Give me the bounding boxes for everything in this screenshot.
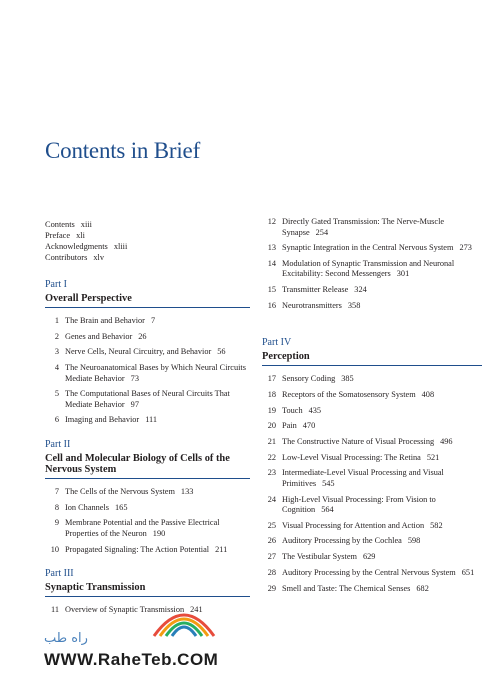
chapter-entry[interactable]: 9 Membrane Potential and the Passive Electrical Properties of the Neuron 190 [54, 518, 220, 538]
part-section [262, 337, 482, 594]
page-title: Contents in Brief [45, 138, 201, 163]
chapter-entry[interactable]: 10 Propagated Signaling: The Action Potential 211 [50, 544, 228, 554]
chapter-entry[interactable]: 26 Auditory Processing by the Cochlea 598 [267, 536, 421, 546]
part-title: Synaptic Transmission [45, 582, 250, 597]
chapter-entry[interactable]: 19 Touch 435 [267, 405, 322, 415]
chapter-entry[interactable]: 12 Directly Gated Transmission: The Nerve-Muscle Synapse 254 [267, 217, 445, 237]
front-matter-item[interactable]: Contributors xlv [45, 253, 105, 262]
chapter-entry[interactable]: 16 Neurotransmitters 358 [267, 300, 361, 310]
part-label: Part III [45, 568, 74, 579]
part-label: Part I [45, 279, 67, 290]
chapter-list [262, 374, 482, 594]
front-matter-item[interactable]: Acknowledgments xliii [45, 242, 128, 251]
chapter-entry[interactable]: 1 The Brain and Behavior 7 [54, 316, 156, 325]
chapter-entry[interactable]: 14 Modulation of Synaptic Transmission and Neuronal Excitability: Second Messengers 301 [267, 258, 455, 279]
chapter-entry[interactable]: 2 Genes and Behavior 26 [54, 331, 147, 341]
front-matter-list [45, 219, 127, 263]
chapter-entry[interactable]: 20 Pain 470 [267, 421, 316, 431]
watermark-persian-text: راه طب [44, 631, 88, 646]
part-title: Cell and Molecular Biology of Cells of the Nervous System [45, 453, 250, 479]
chapter-entry[interactable]: 6 Imaging and Behavior 111 [54, 415, 158, 425]
chapter-entry[interactable]: 28 Auditory Processing by the Central Nervous System 651 [267, 567, 475, 577]
chapter-entry[interactable]: 24 High-Level Visual Processing: From Vision to Cognition 564 [267, 494, 436, 515]
toc-right-column [262, 217, 482, 599]
toc-left-column [45, 279, 250, 621]
chapter-entry[interactable]: 23 Intermediate-Level Visual Processing and Visual Primitives 545 [267, 468, 444, 488]
chapter-entry[interactable]: 27 The Vestibular System 629 [267, 552, 376, 562]
chapter-entry[interactable]: 4 The Neuroanatomical Bases by Which Neural Circuits Mediate Behavior 73 [54, 363, 246, 383]
chapter-entry[interactable]: 15 Transmitter Release 324 [267, 285, 367, 295]
chapter-entry[interactable]: 5 The Computational Bases of Neural Circuits That Mediate Behavior 97 [54, 389, 230, 409]
chapter-entry[interactable]: 22 Low-Level Visual Processing: The Retina 521 [267, 452, 440, 462]
chapter-entry[interactable]: 7 The Cells of the Nervous System 133 [54, 486, 194, 496]
part-label: Part II [45, 438, 71, 450]
chapter-entry[interactable]: 18 Receptors of the Somatosensory System 408 [267, 389, 435, 399]
watermark-url[interactable]: WWW.RaheTeb.COM [44, 650, 219, 669]
chapter-entry[interactable]: 21 The Constructive Nature of Visual Processing 496 [267, 437, 453, 446]
chapter-list [262, 217, 482, 311]
chapter-entry[interactable]: 29 Smell and Taste: The Chemical Senses 682 [267, 583, 429, 593]
part-label: Part IV [262, 337, 292, 349]
chapter-entry[interactable]: 8 Ion Channels 165 [54, 502, 128, 512]
part-title: Overall Perspective [45, 293, 250, 308]
rahe-teb-logo-icon [144, 598, 224, 638]
front-matter-item[interactable]: Preface xli [45, 231, 85, 240]
chapter-list [45, 487, 250, 555]
chapter-entry[interactable]: 3 Nerve Cells, Neural Circuitry, and Behavior 56 [54, 347, 226, 357]
part-title: Perception [262, 351, 482, 366]
chapter-list [45, 316, 250, 426]
chapter-entry[interactable]: 25 Visual Processing for Attention and Action 582 [267, 520, 443, 530]
chapter-entry[interactable]: 13 Synaptic Integration in the Central Nervous System 273 [267, 243, 472, 253]
part-section [45, 439, 250, 555]
front-matter-item[interactable]: Contents xiii [45, 220, 92, 229]
chapter-entry[interactable]: 17 Sensory Coding 385 [267, 374, 354, 384]
part-section [45, 279, 250, 426]
chapter-entry[interactable]: 11 Overview of Synaptic Transmission 241 [51, 605, 203, 614]
